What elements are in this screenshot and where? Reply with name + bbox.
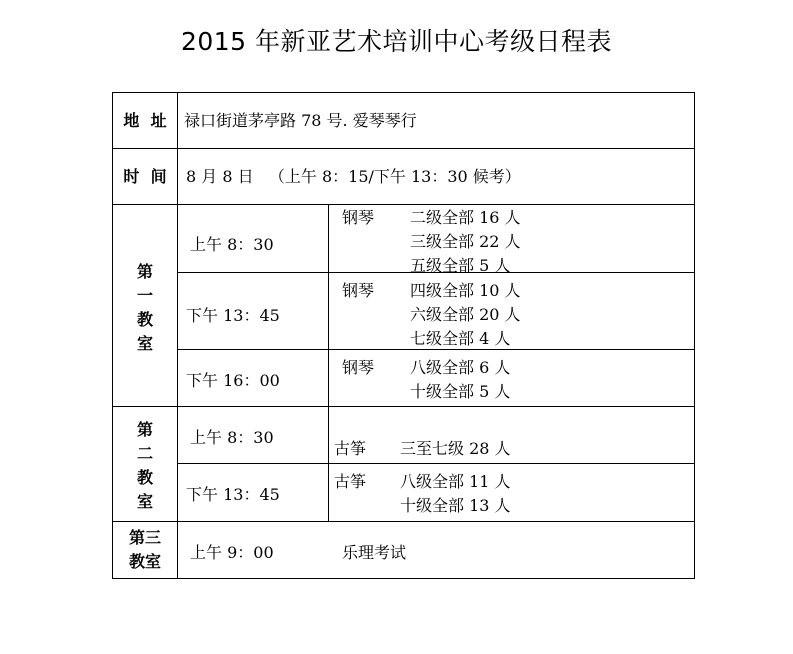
room-3-name [112,526,178,574]
page-title: 2015 年新亚艺术培训中心考级日程表 [180,27,613,56]
room-1-name-char: 第 [136,262,153,281]
session-instrument: 古筝 [334,439,367,458]
session-instrument: 钢琴 [342,358,375,377]
address-label: 地 址 [123,111,167,130]
room-2-name-char: 教 [136,468,153,487]
room-2-name-char: 第 [136,420,153,439]
session-detail: 六级全部 20 人 [410,305,521,324]
table-border-bottom [112,578,695,579]
room-1-name-char: 教 [136,310,153,329]
session-time: 上午 8：30 [190,235,274,254]
session-time: 下午 13：45 [186,485,280,504]
table-border-top [112,92,695,93]
session-divider [177,463,695,464]
row-divider [112,204,695,205]
room-2-name-char: 室 [136,492,153,511]
row-divider [112,148,695,149]
session-detail: 二级全部 16 人 [410,208,521,227]
column-divider [328,204,329,521]
room-1-name-char: 室 [136,334,153,353]
session-detail: 八级全部 6 人 [410,358,511,377]
session-instrument: 古筝 [334,472,367,491]
room-1-name [112,260,178,356]
session-detail: 四级全部 10 人 [410,281,521,300]
session-detail: 五级全部 5 人 [410,256,511,275]
room-3-name-line: 第三 [128,528,161,547]
session-divider [177,349,695,350]
address-value: 禄口街道茅亭路 78 号. 爱琴琴行 [184,111,417,130]
session-detail: 十级全部 5 人 [410,382,511,401]
session-time: 下午 13：45 [186,306,280,325]
room-1-name-char: 一 [136,286,153,305]
table-border-right [694,92,695,579]
room-2-name [112,418,178,514]
session-detail: 十级全部 13 人 [400,496,511,515]
session-time: 下午 16：00 [186,371,280,390]
session-time: 上午 9：00 [190,543,274,562]
room-2-name-char: 二 [136,444,153,463]
time-value: 8 月 8 日 （上午 8：15/下午 13：30 候考） [186,167,521,186]
session-subject: 乐理考试 [342,543,407,562]
row-divider [112,406,695,407]
session-detail: 三至七级 28 人 [400,439,511,458]
session-time: 上午 8：30 [190,428,274,447]
session-detail: 八级全部 11 人 [400,472,511,491]
schedule-table [112,92,695,579]
session-detail: 三级全部 22 人 [410,232,521,251]
session-instrument: 钢琴 [342,281,375,300]
session-detail: 七级全部 4 人 [410,329,511,348]
session-instrument: 钢琴 [342,208,375,227]
room-3-name-line: 教室 [128,552,161,571]
row-divider [112,521,695,522]
time-label: 时 间 [123,167,167,186]
